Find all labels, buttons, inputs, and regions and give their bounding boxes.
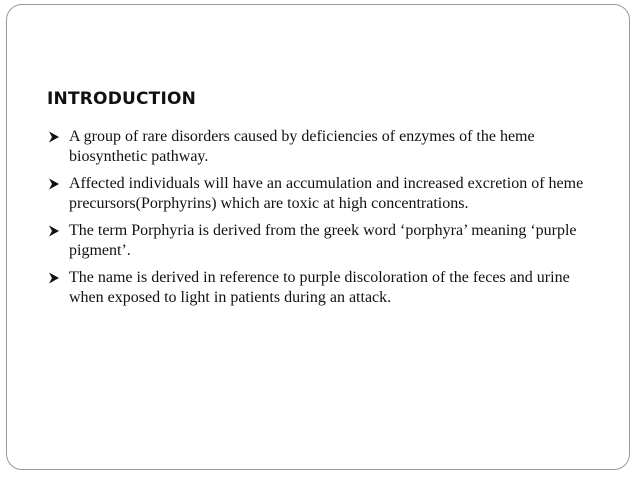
bullet-text: The term Porphyria is derived from the greek word ‘porphyra’ meaning ‘purple pigment’. [69,222,577,259]
arrowhead-bullet-icon [47,127,69,145]
arrowhead-bullet-icon [47,268,69,286]
list-item [47,221,607,261]
list-item [47,174,607,214]
slide-frame [6,4,630,470]
slide-title: INTRODUCTION [47,89,197,109]
bullet-text: Affected individuals will have an accumulation and increased excretion of heme precursors(Porphyrins) which are toxic at high concentrations. [69,175,584,212]
bullet-text: A group of rare disorders caused by deficiencies of enzymes of the heme biosynthetic pathway. [69,128,535,165]
bullet-list [47,127,607,315]
arrowhead-bullet-icon [47,221,69,239]
list-item [47,268,607,308]
bullet-text: The name is derived in reference to purple discoloration of the feces and urine when exposed to light in patients during an attack. [69,269,570,306]
arrowhead-bullet-icon [47,174,69,192]
list-item [47,127,607,167]
